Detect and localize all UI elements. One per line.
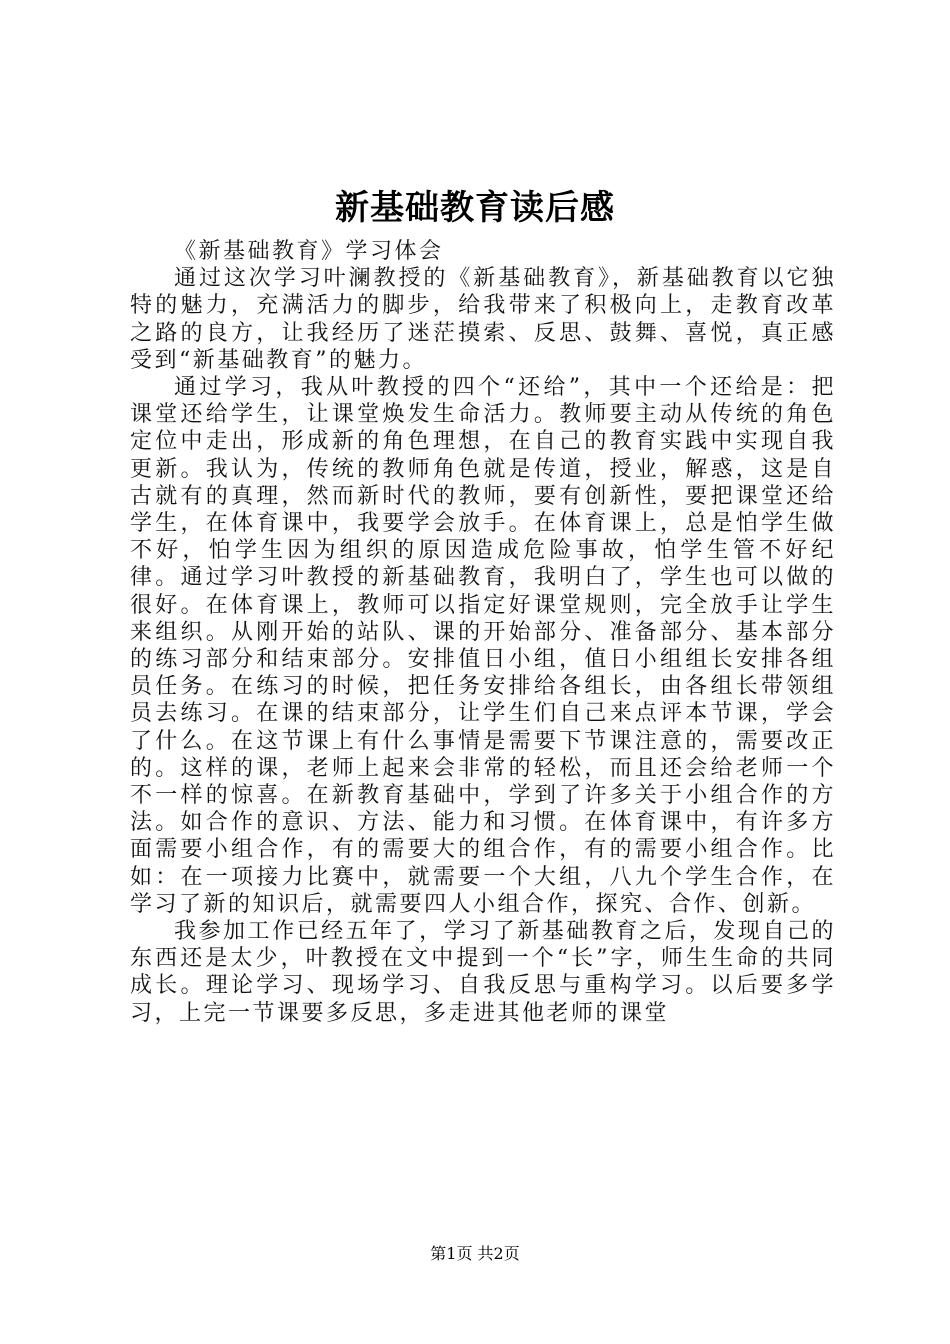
body-paragraph: 我参加工作已经五年了，学习了新基础教育之后，发现自己的东西还是太少，叶教授在文中提到一个“长”字，师生生命的共同成长。理论学习、现场学习、自我反思与重构学习。以后要多学习，上完一节课要多反思，多走进其他老师的课堂	[130, 919, 836, 1026]
page-number-footer: 第1页 共2页	[430, 1244, 520, 1263]
body-paragraph: 通过学习，我从叶教授的四个“还给”，其中一个还给是：把课堂还给学生，让课堂焕发生命活力。教师要主动从传统的角色定位中走出，形成新的角色理想，在自己的教育实践中实现自我更新。我认为，传统的教师角色就是传道，授业，解惑，这是自古就有的真理，然而新时代的教师，要有创新性，要把课堂还给学生，在体育课中，我要学会放手。在体育课上，总是怕学生做不好，怕学生因为组织的原因造成危险事故，怕学生管不好纪律。通过学习叶教授的新基础教育，我明白了，学生也可以做的很好。在体育课上，教师可以指定好课堂规则，完全放手让学生来组织。从刚开始的站队、课的开始部分、准备部分、基本部分的练习部分和结束部分。安排值日小组，值日小组组长安排各组员任务。在练习的时候，把任务安排给各组长，由各组长带领组员去练习。在课的结束部分，让学生们自己来点评本节课，学会了什么。在这节课上有什么事情是需要下节课注意的，需要改正的。这样的课，老师上起来会非常的轻松，而且还会给老师一个不一样的惊喜。在新教育基础中，学到了许多关于小组合作的方法。如合作的意识、方法、能力和习惯。在体育课中，有许多方面需要小组合作，有的需要大的组合作，有的需要小组合作。比如：在一项接力比赛中，就需要一个大组，八九个学生合作，在学习了新的知识后，就需要四人小组合作，探究、合作、创新。	[130, 375, 836, 917]
body-paragraph: 通过这次学习叶澜教授的《新基础教育》，新基础教育以它独特的魅力，充满活力的脚步，给我带来了积极向上，走教育改革之路的良方，让我经历了迷茫摸索、反思、鼓舞、喜悦，真正感受到“新基础教育”的魅力。	[130, 266, 836, 373]
page-title: 新基础教育读后感	[335, 188, 615, 228]
subtitle-paragraph: 《新基础教育》学习体会	[174, 239, 444, 264]
document-body	[130, 238, 836, 1027]
